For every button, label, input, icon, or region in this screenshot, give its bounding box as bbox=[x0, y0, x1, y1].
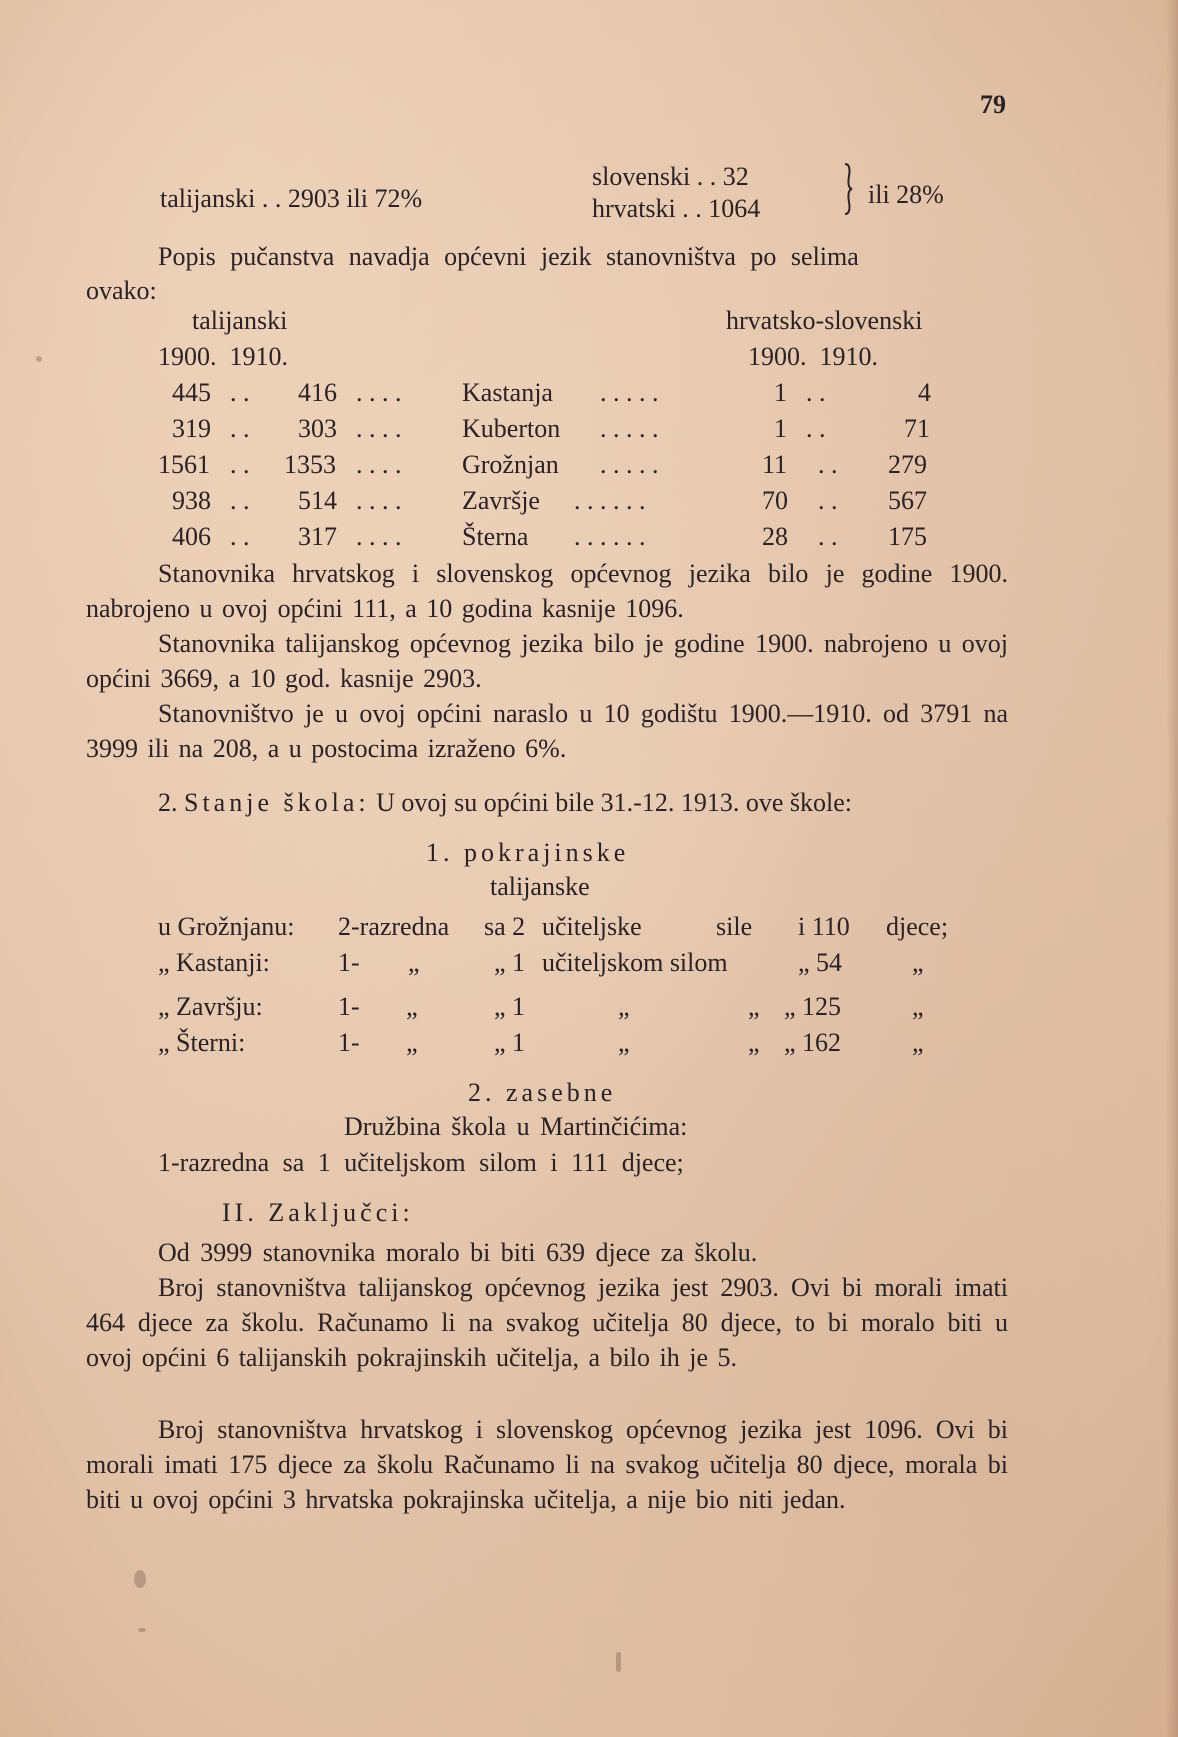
dots: . . bbox=[230, 378, 250, 407]
school-row bbox=[0, 990, 1178, 1024]
table-years-right: 1900. 1910. bbox=[748, 342, 878, 371]
cell-it-1910: 303 bbox=[298, 414, 337, 443]
dots: . . bbox=[818, 486, 838, 515]
school-children-word: djece; bbox=[886, 912, 949, 941]
table-years-left: 1900. 1910. bbox=[158, 342, 288, 371]
section-conclusions-heading: II. Zaključci: bbox=[222, 1198, 414, 1227]
paper-speck bbox=[36, 356, 42, 362]
school-grade: 1- bbox=[338, 948, 360, 977]
school-row bbox=[0, 1026, 1178, 1060]
cell-it-1900: 406 bbox=[172, 522, 211, 551]
paragraph-italian-conclusion: Broj stanovništva talijanskog općevnog jezika jest 2903. Ovi bi morali imati 464 djece za školu. Računamo li na svakog učitelja 80 djece, to bi moralo biti u ovoj općini 6 talijanskih pokrajinskih učitelja, a bilo ih je 5. bbox=[86, 1273, 1008, 1372]
cell-it-1900: 938 bbox=[172, 486, 211, 515]
school-teachers: „ 1 bbox=[494, 948, 526, 977]
school-children-word: „ bbox=[912, 948, 924, 977]
school-children: i 110 bbox=[798, 912, 850, 941]
subheading-private: 2. zasebne bbox=[468, 1078, 617, 1107]
cell-hs-1900: 1 bbox=[774, 414, 787, 443]
school-grade: 1- „ bbox=[338, 992, 418, 1021]
cell-hs-1910: 175 bbox=[888, 522, 927, 551]
cell-hs-1910: 567 bbox=[888, 486, 927, 515]
cell-hs-1900: 1 bbox=[774, 378, 787, 407]
school-place: „ Kastanji: bbox=[158, 948, 270, 977]
dots: . . . . bbox=[356, 450, 402, 479]
school-teachers: „ 1 bbox=[494, 992, 526, 1021]
school-place: u Grožnjanu: bbox=[158, 912, 295, 941]
cell-hs-1900: 70 bbox=[762, 486, 788, 515]
school-grade: 2-razredna bbox=[338, 912, 450, 941]
paragraph-croatian-slovene-speakers: Stanovnika hrvatskog i slovenskog općevnog jezika bilo je godine 1900. nabrojeno u ovoj općini 111, a 10 godina kasnije 1096. bbox=[86, 559, 1008, 623]
intro-line-2: ovako: bbox=[86, 276, 157, 305]
slovene-total: slovenski . . 32 bbox=[592, 162, 749, 191]
school-force: „ bbox=[748, 1028, 760, 1057]
school-row bbox=[0, 946, 1178, 980]
table-row bbox=[0, 376, 1178, 410]
school-teacher-word: učiteljske bbox=[542, 912, 642, 941]
school-row bbox=[0, 910, 1178, 944]
section-2-title: Stanje škola: bbox=[184, 788, 370, 817]
section-2-heading bbox=[158, 786, 852, 820]
cell-it-1910: 317 bbox=[298, 522, 337, 551]
dots: . . . . . bbox=[600, 414, 659, 443]
brace-mark bbox=[843, 162, 853, 216]
cell-it-1910: 1353 bbox=[284, 450, 336, 479]
paper-speck bbox=[616, 1652, 621, 1672]
subheading-provincial: 1. pokrajinske bbox=[426, 838, 630, 867]
cell-hs-1910: 279 bbox=[888, 450, 927, 479]
dots: . . . . . . bbox=[574, 486, 646, 515]
school-teacher-word: učiteljskom silom bbox=[542, 948, 728, 977]
school-teacher-word: „ bbox=[618, 1028, 630, 1057]
school-place: „ Završju: bbox=[158, 992, 263, 1021]
paper-speck bbox=[134, 1570, 146, 1588]
cell-place: Kastanja bbox=[462, 378, 553, 407]
dots: . . bbox=[230, 486, 250, 515]
cell-it-1900: 1561 bbox=[158, 450, 210, 479]
school-children: „ 162 bbox=[784, 1028, 842, 1057]
page-edge-shadow bbox=[1166, 0, 1178, 1737]
table-row bbox=[0, 448, 1178, 482]
table-head-italian: talijanski bbox=[192, 306, 288, 335]
school-children-word: „ bbox=[912, 992, 924, 1021]
school-teacher-word: „ bbox=[618, 992, 630, 1021]
dots: . . . . . bbox=[600, 378, 659, 407]
paragraph-italian-speakers: Stanovnika talijanskog općevnog jezika bilo je godine 1900. nabrojeno u ovoj općini 3669, a 10 god. kasnije 2903. bbox=[86, 629, 1008, 693]
dots: . . bbox=[230, 450, 250, 479]
table-row bbox=[0, 520, 1178, 554]
private-school-details: 1-razredna sa 1 učiteljskom silom i 111 djece; bbox=[158, 1148, 684, 1177]
table-row bbox=[0, 412, 1178, 446]
school-children: „ 125 bbox=[784, 992, 842, 1021]
school-children-word: „ bbox=[912, 1028, 924, 1057]
paper-speck bbox=[138, 1628, 146, 1632]
cell-place: Kuberton bbox=[462, 414, 561, 443]
croatian-total: hrvatski . . 1064 bbox=[592, 194, 761, 223]
paragraph-croatian-conclusion: Broj stanovništva hrvatskog i slovenskog općevnog jezika jest 1096. Ovi bi morali imati 175 djece za školu Računamo li na svakog učitelja 80 djece, morala bi biti u ovoj općini 3 hrvatska pokrajinska učitelja, a nije bio niti jedan. bbox=[86, 1415, 1008, 1514]
school-teachers: „ 1 bbox=[494, 1028, 526, 1057]
school-children: „ 54 bbox=[798, 948, 843, 977]
section-2-text: U ovoj su općini bile 31.-12. 1913. ove škole: bbox=[376, 788, 852, 817]
dots: . . . . bbox=[356, 486, 402, 515]
dots: . . . . . bbox=[600, 450, 659, 479]
school-force: „ bbox=[748, 992, 760, 1021]
dots: . . . . . . bbox=[574, 522, 646, 551]
cell-hs-1900: 11 bbox=[762, 450, 788, 479]
cell-it-1900: 445 bbox=[172, 378, 211, 407]
cell-it-1910: 416 bbox=[298, 378, 337, 407]
dots: . . bbox=[818, 522, 838, 551]
dots: . . . . bbox=[356, 522, 402, 551]
table-row bbox=[0, 484, 1178, 518]
school-teachers: sa 2 bbox=[484, 912, 526, 941]
section-2-number: 2. bbox=[158, 788, 178, 817]
dots: . . . . bbox=[356, 414, 402, 443]
italian-total: talijanski . . 2903 ili 72% bbox=[160, 184, 423, 213]
cell-hs-1900: 28 bbox=[762, 522, 788, 551]
dots: . . bbox=[818, 450, 838, 479]
dots: . . . . bbox=[356, 378, 402, 407]
ditto-mark: „ bbox=[408, 948, 420, 977]
cell-place: Šterna bbox=[462, 522, 529, 551]
cell-hs-1910: 71 bbox=[904, 414, 930, 443]
school-force: sile bbox=[716, 912, 753, 941]
paragraph-population-growth: Stanovništvo je u ovoj općini naraslo u 10 godištu 1900.—1910. od 3791 na 3999 ili na 208, a u postocima izraženo 6%. bbox=[86, 699, 1008, 763]
cell-place: Grožnjan bbox=[462, 450, 559, 479]
cell-hs-1910: 4 bbox=[918, 378, 931, 407]
combined-percent: ili 28% bbox=[868, 180, 944, 209]
page-number: 79 bbox=[980, 90, 1006, 119]
subheading-italian: talijanske bbox=[490, 872, 590, 901]
dots: . . bbox=[230, 522, 250, 551]
cell-it-1910: 514 bbox=[298, 486, 337, 515]
table-head-croatian-slovene: hrvatsko-slovenski bbox=[726, 306, 923, 335]
cell-place: Završje bbox=[462, 486, 540, 515]
dots: . . bbox=[806, 378, 826, 407]
intro-line-1: Popis pučanstva navadja općevni jezik stanovništva po selima bbox=[158, 242, 859, 271]
school-place: „ Šterni: bbox=[158, 1028, 246, 1057]
cell-it-1900: 319 bbox=[172, 414, 211, 443]
dots: . . bbox=[806, 414, 826, 443]
paragraph-children-total: Od 3999 stanovnika moralo bi biti 639 djece za školu. bbox=[158, 1238, 758, 1267]
private-school-name: Družbina škola u Martinčićima: bbox=[344, 1112, 688, 1141]
school-grade: 1- „ bbox=[338, 1028, 418, 1057]
dots: . . bbox=[230, 414, 250, 443]
